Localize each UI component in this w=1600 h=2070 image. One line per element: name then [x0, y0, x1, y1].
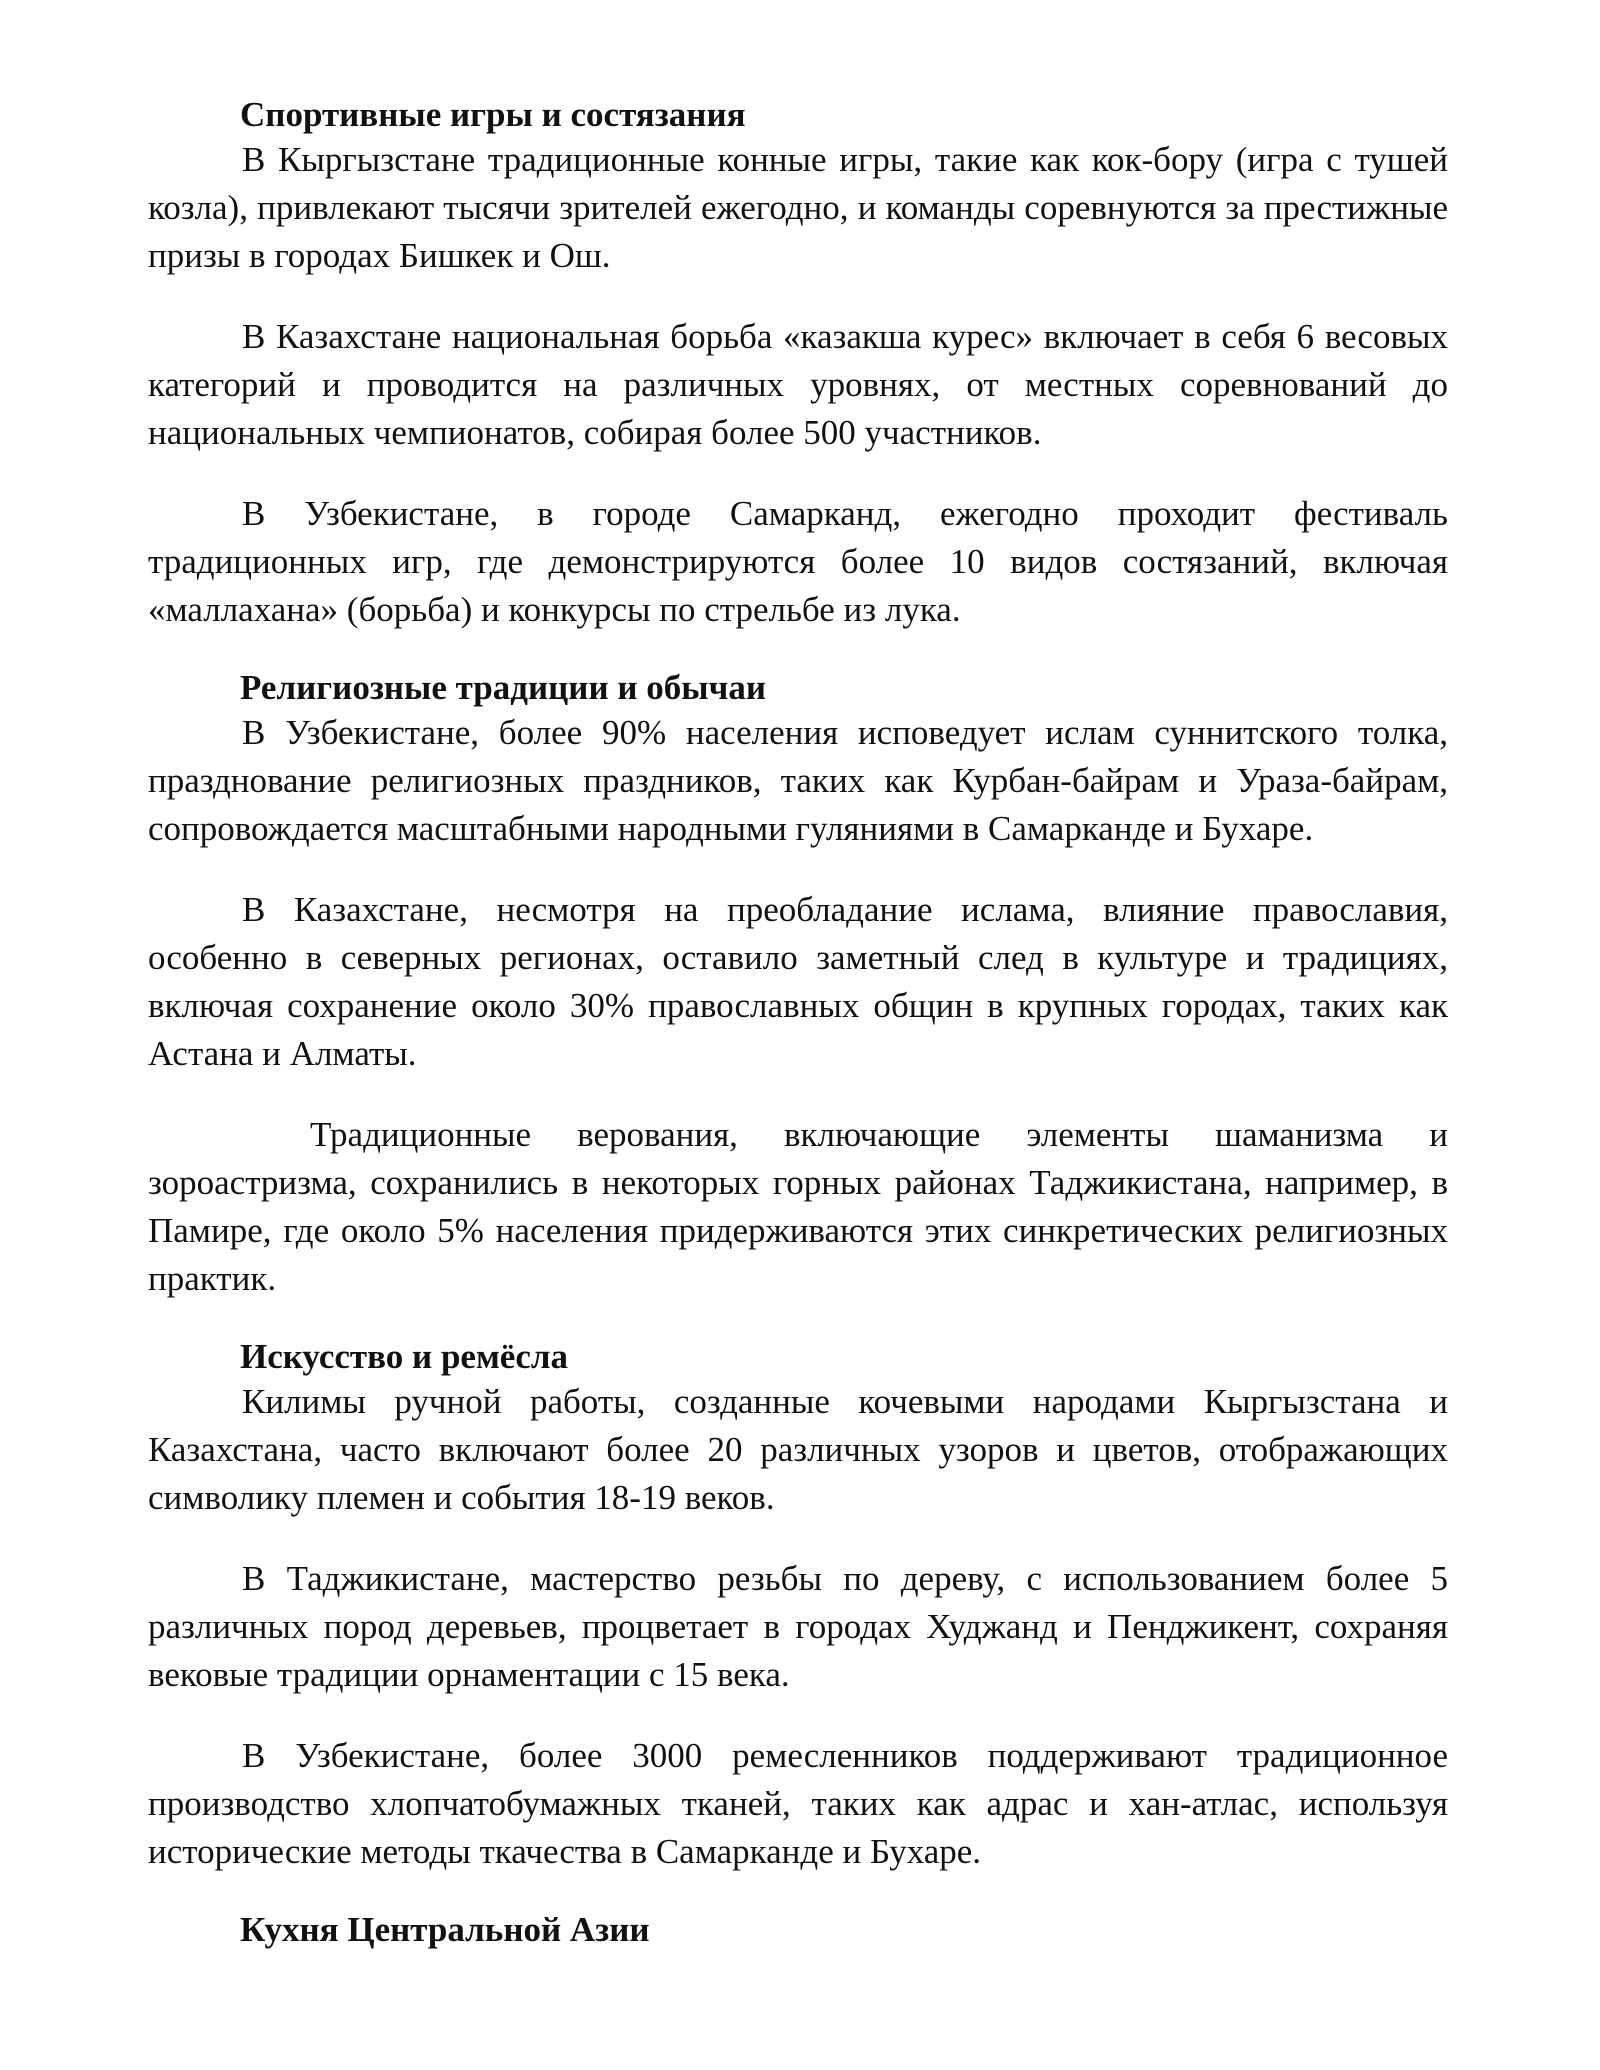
paragraph: Традиционные верования, включающие элементы шаманизма и зороастризма, сохранились в некоторых горных районах Таджикистана, например, в Памире, где около 5% населения придерживаются этих синкретических религиозных практик.: [148, 1115, 1448, 1298]
section-heading-religion: Религиозные традиции и обычаи: [240, 668, 767, 707]
paragraph: Килимы ручной работы, созданные кочевыми народами Кыргызстана и Казахстана, часто включают более 20 различных узоров и цветов, отображающих символику племен и события 18-19 веков.: [148, 1382, 1448, 1517]
section-heading-sports: Спортивные игры и состязания: [240, 95, 746, 134]
paragraph: В Кыргызстане традиционные конные игры, такие как кок-бору (игра с тушей козла), привлекают тысячи зрителей ежегодно, и команды соревнуются за престижные призы в городах Бишкек и Ош.: [148, 140, 1448, 275]
section-heading-cuisine: Кухня Центральной Азии: [240, 1910, 650, 1949]
document-body: [148, 94, 1448, 1951]
paragraph: В Узбекистане, более 3000 ремесленников поддерживают традиционное производство хлопчатобумажных тканей, таких как адрас и хан-атлас, используя исторические методы ткачества в Самарканде и Бухаре.: [148, 1736, 1448, 1871]
section-heading-arts: Искусство и ремёсла: [240, 1337, 568, 1376]
paragraph: В Узбекистане, в городе Самарканд, ежегодно проходит фестиваль традиционных игр, где демонстрируются более 10 видов состязаний, включая «маллахана» (борьба) и конкурсы по стрельбе из лука.: [148, 494, 1448, 629]
paragraph: В Узбекистане, более 90% населения исповедует ислам суннитского толка, празднование религиозных праздников, таких как Курбан-байрам и Ураза-байрам, сопровождается масштабными народными гуляниями в Самарканде и Бухаре.: [148, 713, 1448, 848]
paragraph: В Таджикистане, мастерство резьбы по дереву, с использованием более 5 различных пород деревьев, процветает в городах Худжанд и Пенджикент, сохраняя вековые традиции орнаментации с 15 века.: [148, 1559, 1448, 1694]
paragraph: В Казахстане, несмотря на преобладание ислама, влияние православия, особенно в северных регионах, оставило заметный след в культуре и традициях, включая сохранение около 30% православных общин в крупных городах, таких как Астана и Алматы.: [148, 890, 1448, 1073]
paragraph: В Казахстане национальная борьба «казакша курес» включает в себя 6 весовых категорий и проводится на различных уровнях, от местных соревнований до национальных чемпионатов, собирая более 500 участников.: [148, 317, 1448, 452]
